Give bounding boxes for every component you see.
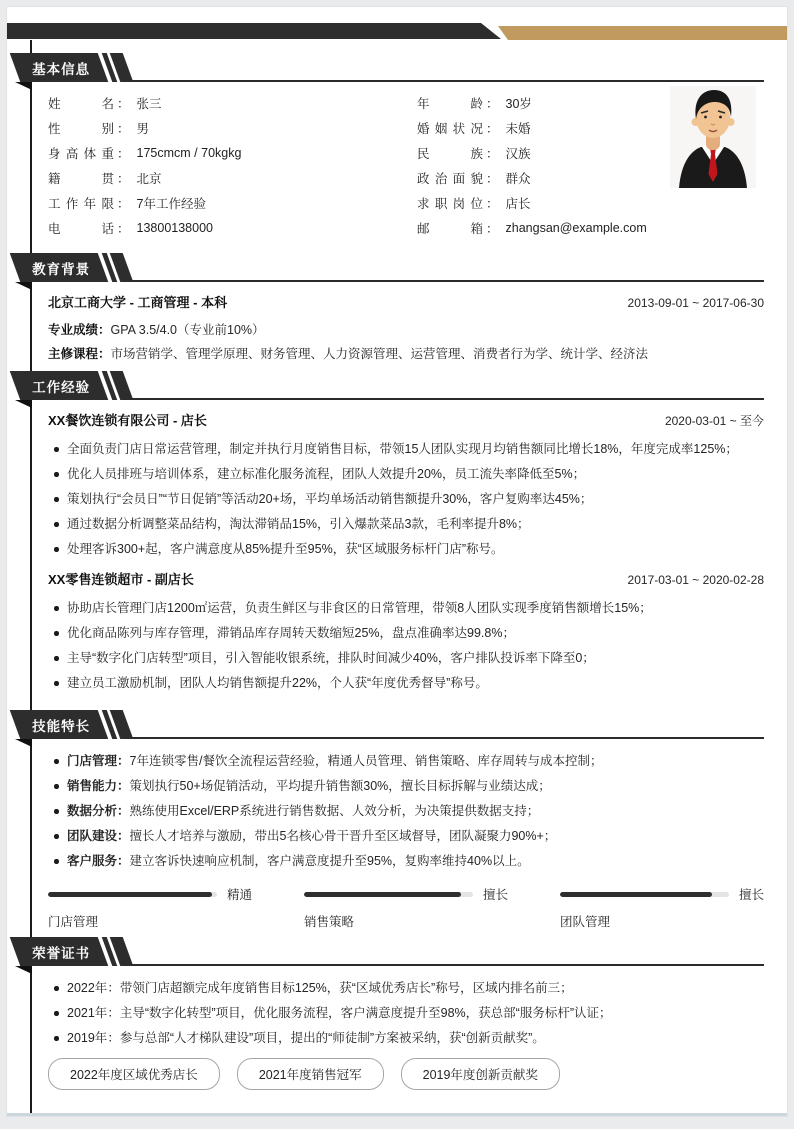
page-bottom-edge bbox=[7, 1113, 787, 1116]
skill-bars bbox=[48, 885, 764, 930]
email-value: zhangsan@example.com bbox=[505, 220, 647, 235]
info-row: 工作年限 ： 7年工作经验 bbox=[48, 196, 206, 211]
avatar bbox=[670, 86, 756, 188]
info-row: 年龄 ： 30岁 bbox=[417, 96, 532, 111]
job-bullets bbox=[48, 598, 764, 693]
section-header-work bbox=[28, 371, 764, 400]
education-body bbox=[28, 282, 764, 365]
skill-bar-name: 团队管理 bbox=[560, 915, 611, 929]
section-ribbon bbox=[10, 371, 134, 400]
section-ribbon bbox=[10, 253, 134, 282]
honor-badge: 2021年度销售冠军 bbox=[237, 1058, 384, 1090]
company-title: XX餐饮连锁有限公司 - 店长 bbox=[48, 413, 207, 428]
avatar-illustration bbox=[670, 86, 756, 188]
skill-bar-track bbox=[304, 892, 473, 897]
section-basic-info bbox=[28, 53, 764, 240]
section-title: 教育背景 bbox=[32, 261, 90, 277]
section-ribbon bbox=[10, 937, 134, 966]
basic-info-grid bbox=[48, 90, 764, 240]
job-date: 2020-03-01 ~ 至今 bbox=[664, 414, 764, 428]
section-title: 技能特长 bbox=[32, 718, 90, 734]
name-value: 张三 bbox=[136, 96, 162, 111]
skill-item: 客户服务：建立客诉快速响应机制，客户满意度提升至95%，复购率维持40%以上。 bbox=[48, 851, 764, 871]
section-title: 基本信息 bbox=[32, 61, 90, 77]
info-row: 政治面貌 ： 群众 bbox=[417, 171, 531, 186]
bullet-item: 优化商品陈列与库存管理，滞销品库存周转天数缩短25%，盘点准确率达99.8%； bbox=[48, 623, 764, 643]
info-row: 身高体重 ： 175cmcm / 70kgkg bbox=[48, 145, 242, 161]
section-honors bbox=[28, 937, 764, 1090]
bullet-item: 通过数据分析调整菜品结构，淘汰滞销品15%，引入爆款菜品3款，毛利率提升8%； bbox=[48, 514, 764, 534]
resume-page bbox=[6, 6, 788, 1117]
honor-badge: 2022年度区域优秀店长 bbox=[48, 1058, 220, 1090]
honors-list bbox=[48, 978, 764, 1048]
skill-item: 团队建设：擅长人才培养与激励，带出5名核心骨干晋升至区域督导，团队凝聚力90%+； bbox=[48, 826, 764, 846]
job-entry bbox=[48, 569, 764, 693]
company-title: XX零售连锁超市 - 副店长 bbox=[48, 572, 194, 587]
info-row: 邮箱 ： zhangsan@example.com bbox=[417, 220, 647, 236]
skill-bar-fill bbox=[304, 892, 461, 897]
work-body bbox=[28, 400, 764, 693]
skill-bar-name: 门店管理 bbox=[48, 915, 99, 929]
info-row: 求职岗位 ： 店长 bbox=[417, 196, 531, 211]
courses-row: 主修课程 ： 市场营销学、管理学原理、财务管理、人力资源管理、运营管理、消费者行为学、统计学、经济法 bbox=[48, 347, 649, 361]
job-title-row bbox=[48, 569, 764, 594]
phone-value: 13800138000 bbox=[136, 220, 213, 235]
section-education bbox=[28, 253, 764, 365]
education-title-row bbox=[48, 292, 764, 317]
bullet-item: 全面负责门店日常运营管理，制定并执行月度销售目标，带领15人团队实现月均销售额同比增长18%，年度完成率125%； bbox=[48, 439, 764, 459]
job-title-row bbox=[48, 410, 764, 435]
section-header-skills bbox=[28, 710, 764, 739]
honors-body bbox=[28, 966, 764, 1090]
section-title: 荣誉证书 bbox=[32, 945, 90, 961]
info-row: 电话 ： 13800138000 bbox=[48, 220, 213, 236]
info-row: 婚姻状况 ： 未婚 bbox=[417, 121, 531, 136]
skill-item: 数据分析：熟练使用Excel/ERP系统进行销售数据、人效分析，为决策提供数据支持； bbox=[48, 801, 764, 821]
section-title: 工作经验 bbox=[32, 379, 90, 395]
honor-item: 2022年：带领门店超额完成年度销售目标125%，获“区域优秀店长”称号，区域内排名前三； bbox=[48, 978, 764, 998]
info-row: 籍贯 ： 北京 bbox=[48, 171, 162, 186]
section-ribbon bbox=[10, 710, 134, 739]
skill-bar-track bbox=[560, 892, 729, 897]
basic-info-body bbox=[28, 82, 764, 240]
honor-item: 2021年：主导“数字化转型”项目，优化服务流程，客户满意度提升至98%，获总部“服务标杆”认证； bbox=[48, 1003, 764, 1023]
section-header-basic bbox=[28, 53, 764, 82]
basic-info-col-left bbox=[48, 90, 405, 240]
section-work-experience bbox=[28, 371, 764, 693]
skills-body bbox=[28, 739, 764, 930]
bullet-item: 优化人员排班与培训体系，建立标准化服务流程，团队人效提升20%，员工流失率降低至5%； bbox=[48, 464, 764, 484]
skill-bar-group bbox=[304, 885, 508, 930]
education-date: 2013-09-01 ~ 2017-06-30 bbox=[627, 296, 764, 310]
skill-level-label: 精通 bbox=[226, 888, 252, 902]
job-date: 2017-03-01 ~ 2020-02-28 bbox=[627, 573, 764, 587]
skill-bar-group bbox=[48, 885, 252, 930]
info-row: 姓名 ： 张三 bbox=[48, 90, 405, 115]
skill-level-label: 擅长 bbox=[738, 888, 764, 902]
info-row: 性别 ： 男 bbox=[48, 121, 150, 136]
content bbox=[7, 7, 787, 1090]
section-skills bbox=[28, 710, 764, 930]
job-bullets bbox=[48, 439, 764, 559]
skill-level-label: 擅长 bbox=[482, 888, 508, 902]
info-row: 民族 ： 汉族 bbox=[417, 146, 531, 161]
skills-list bbox=[48, 751, 764, 871]
skill-item: 销售能力：策划执行50+场促销活动，平均提升销售额30%，擅长目标拆解与业绩达成； bbox=[48, 776, 764, 796]
skill-bar-track bbox=[48, 892, 217, 897]
skill-bar-group bbox=[560, 885, 764, 930]
degree-line: 北京工商大学 - 工商管理 - 本科 bbox=[48, 295, 228, 310]
skill-bar-name: 销售策略 bbox=[304, 915, 355, 929]
skill-bar-fill bbox=[560, 892, 712, 897]
job-entry bbox=[48, 410, 764, 559]
honor-badges bbox=[48, 1058, 764, 1090]
bullet-item: 建立员工激励机制，团队人均销售额提升22%，个人获“年度优秀督导”称号。 bbox=[48, 673, 764, 693]
honor-item: 2019年：参与总部“人才梯队建设”项目，提出的“师徒制”方案被采纳，获“创新贡献奖”。 bbox=[48, 1028, 764, 1048]
bullet-item: 协助店长管理门店1200㎡运营，负责生鲜区与非食区的日常管理，带领8人团队实现季度销售额增长15%； bbox=[48, 598, 764, 618]
gpa-row: 专业成绩 ： GPA 3.5/4.0（专业前10%） bbox=[48, 323, 265, 337]
skill-bar-fill bbox=[48, 892, 212, 897]
bullet-item: 策划执行“会员日”“节日促销”等活动20+场，平均单场活动销售额提升30%，客户复购率达45%； bbox=[48, 489, 764, 509]
bullet-item: 主导“数字化门店转型”项目，引入智能收银系统，排队时间减少40%，客户排队投诉率下降至0； bbox=[48, 648, 764, 668]
section-header-education bbox=[28, 253, 764, 282]
bullet-item: 处理客诉300+起，客户满意度从85%提升至95%，获“区域服务标杆门店”称号。 bbox=[48, 539, 764, 559]
section-header-honors bbox=[28, 937, 764, 966]
section-ribbon bbox=[10, 53, 134, 82]
honor-badge: 2019年度创新贡献奖 bbox=[401, 1058, 560, 1090]
skill-item: 门店管理：7年连锁零售/餐饮全流程运营经验，精通人员管理、销售策略、库存周转与成本控制； bbox=[48, 751, 764, 771]
